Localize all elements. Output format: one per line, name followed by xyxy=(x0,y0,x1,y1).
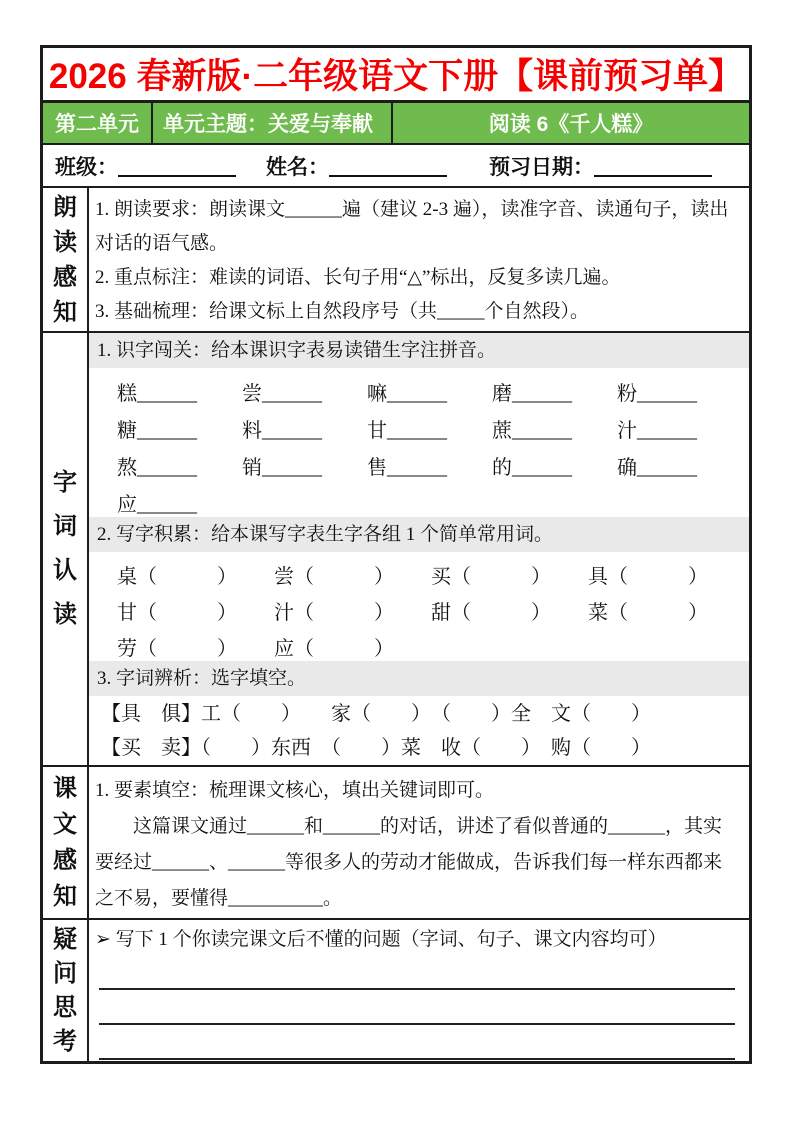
pinyin-cell: 熬______ xyxy=(117,457,197,479)
section-question-thinking xyxy=(43,920,749,1061)
word-grid xyxy=(89,553,749,661)
answer-line-3 xyxy=(99,1025,735,1060)
choice-line-mai: 【买 卖】（ ）东西 （ ）菜 收（ ） 购（ ） xyxy=(101,737,651,759)
pinyin-cell: 销______ xyxy=(242,457,322,479)
word-cell: 菜（ ） xyxy=(588,602,708,624)
pinyin-cell: 嘛______ xyxy=(367,383,447,405)
pinyin-row xyxy=(117,369,749,406)
word-cell: 劳（ ） xyxy=(117,638,237,660)
pinyin-cell: 确______ xyxy=(617,457,697,479)
unit-number: 第二单元 xyxy=(43,103,153,143)
pinyin-cell: 尝______ xyxy=(242,383,322,405)
section-reading-perception xyxy=(43,188,749,333)
kewen-item-title: 1. 要素填空：梳理课文核心，填出关键词即可。 xyxy=(95,780,495,801)
word-cell: 甜（ ） xyxy=(431,602,551,624)
section-label-reading xyxy=(43,188,89,331)
pinyin-cell: 汁______ xyxy=(617,420,697,442)
reading-item-1: 1. 朗读要求：朗读课文______遍（建议 2-3 遍），读准字音、读通句子，读出对话的语气感。 xyxy=(95,199,729,254)
word-cell: 桌（ ） xyxy=(117,566,237,588)
unit-theme: 单元主题：关爱与奉献 xyxy=(153,103,393,143)
name-label: 姓名： xyxy=(266,155,329,179)
pinyin-cell: 糕______ xyxy=(117,383,197,405)
answer-line-1 xyxy=(99,955,735,990)
choice-fill-lines xyxy=(89,697,749,765)
pinyin-cell: 粉______ xyxy=(617,383,697,405)
reading-content xyxy=(89,188,749,331)
pinyin-cell: 售______ xyxy=(367,457,447,479)
section-label-text: 课文感知 xyxy=(53,774,77,910)
unit-bar xyxy=(43,103,749,145)
section-text-perception xyxy=(43,767,749,920)
word-cell: 应（ ） xyxy=(274,638,394,660)
question-content xyxy=(89,920,749,1061)
date-label: 预习日期： xyxy=(489,155,594,179)
class-label: 班级： xyxy=(55,155,118,179)
section-label-text: 疑问思考 xyxy=(53,925,77,1055)
reading-item-2: 2. 重点标注：难读的词语、长句子用“△”标出，反复多读几遍。 xyxy=(95,267,621,288)
pinyin-row xyxy=(117,480,749,517)
section-label-question xyxy=(43,920,89,1061)
word-cell: 汁（ ） xyxy=(274,602,394,624)
word-cell: 买（ ） xyxy=(431,566,551,588)
word-cell: 甘（ ） xyxy=(117,602,237,624)
pinyin-cell: 的______ xyxy=(492,457,572,479)
student-info-row xyxy=(43,145,749,188)
pinyin-cell: 料______ xyxy=(242,420,322,442)
class-blank xyxy=(118,155,236,177)
word-row xyxy=(117,625,749,661)
pinyin-cell: 蔗______ xyxy=(492,420,572,442)
subsection-writing-title: 2. 写字积累：给本课写字表生字各组 1 个简单常用词。 xyxy=(89,517,749,552)
name-blank xyxy=(329,155,447,177)
pinyin-row xyxy=(117,443,749,480)
pinyin-cell: 应______ xyxy=(117,494,197,516)
pinyin-cell: 甘______ xyxy=(367,420,447,442)
reading-item-3: 3. 基础梳理：给课文标上自然段序号（共_____个自然段）。 xyxy=(95,301,590,322)
word-cell: 具（ ） xyxy=(588,566,708,588)
kewen-fill-paragraph: 这篇课文通过______和______的对话，讲述了看似普通的______，其实要经过______、______等很多人的劳动才能做成，告诉我们每一样东西都来之不易，要懂得__________。 xyxy=(95,816,723,909)
section-label-text: 朗读感知 xyxy=(53,193,77,326)
pinyin-grid xyxy=(89,369,749,517)
text-perception-content xyxy=(89,767,749,918)
date-blank xyxy=(594,155,712,177)
words-content xyxy=(89,333,749,765)
subsection-pinyin-title: 1. 识字闯关：给本课识字表易读错生字注拼音。 xyxy=(89,333,749,368)
pinyin-cell: 糖______ xyxy=(117,420,197,442)
word-row xyxy=(117,589,749,625)
answer-line-2 xyxy=(99,990,735,1025)
lesson-title: 阅读 6《千人糕》 xyxy=(488,113,654,136)
section-label-words xyxy=(43,333,89,765)
subsection-choice-title: 3. 字词辨析：选字填空。 xyxy=(89,661,749,696)
pinyin-row xyxy=(117,406,749,443)
word-row xyxy=(117,553,749,589)
section-word-recognition xyxy=(43,333,749,767)
pinyin-cell: 磨______ xyxy=(492,383,572,405)
section-label-text: 字词认读 xyxy=(53,469,77,628)
word-cell: 尝（ ） xyxy=(274,566,394,588)
question-prompt: ➢ 写下 1 个你读完课文后不懂的问题（字词、句子、课文内容均可） xyxy=(95,929,667,950)
choice-line-ju: 【具 俱】工（ ） 家（ ） （ ）全 文（ ） xyxy=(101,703,651,725)
worksheet xyxy=(40,45,752,1064)
section-label-text-perception xyxy=(43,767,89,918)
page-title: 2026 春新版·二年级语文下册【课前预习单】 xyxy=(43,48,749,103)
